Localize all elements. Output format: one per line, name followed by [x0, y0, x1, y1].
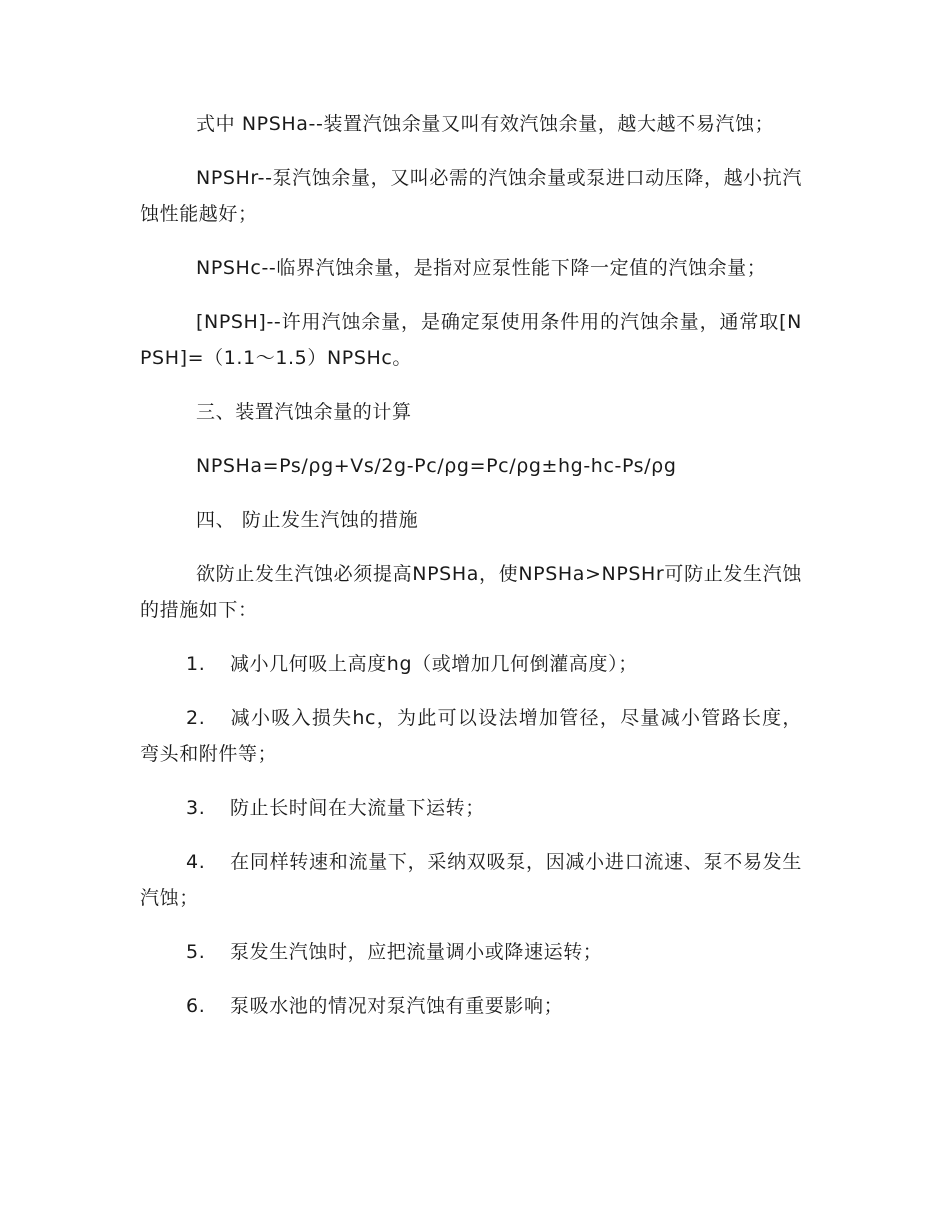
measure-text: 减小几何吸上高度hg（或增加几何倒灌高度）； [230, 653, 638, 675]
document-body [140, 106, 802, 1042]
prevention-intro: 欲防止发生汽蚀必须提高NPSHa，使NPSHa>NPSHr可防止发生汽蚀的措施如下： [140, 563, 802, 621]
measure-item-5 [140, 934, 802, 970]
measure-text: 防止长时间在大流量下运转； [230, 797, 485, 819]
npshc-definition: NPSHc--临界汽蚀余量，是指对应泵性能下降一定值的汽蚀余量； [196, 257, 767, 279]
measure-text: 在同样转速和流量下，采纳双吸泵，因减小进口流速、泵不易发生汽蚀； [140, 851, 802, 909]
section-heading-calculation: 三、装置汽蚀余量的计算 [196, 401, 412, 423]
measure-number: 5. [186, 941, 206, 963]
measure-number: 1. [186, 653, 206, 675]
measure-item-4 [140, 844, 802, 916]
measure-item-6 [140, 988, 802, 1024]
measure-text: 减小吸入损失hc，为此可以设法增加管径，尽量减小管路长度，弯头和附件等； [140, 707, 802, 765]
measure-number: 3. [186, 797, 206, 819]
measure-text: 泵发生汽蚀时，应把流量调小或降速运转； [230, 941, 603, 963]
measure-item-3 [140, 790, 802, 826]
measure-number: 2. [186, 707, 206, 729]
measure-text: 泵吸水池的情况对泵汽蚀有重要影响； [230, 995, 564, 1017]
allowable-npsh-definition: [NPSH]--许用汽蚀余量，是确定泵使用条件用的汽蚀余量，通常取[NPSH]=（1.1～1.5）NPSHc。 [140, 311, 802, 369]
measure-number: 4. [186, 851, 206, 873]
npshr-definition: NPSHr--泵汽蚀余量，又叫必需的汽蚀余量或泵进口动压降，越小抗汽蚀性能越好； [140, 167, 802, 225]
npsha-definition: 式中 NPSHa--装置汽蚀余量又叫有效汽蚀余量，越大越不易汽蚀； [196, 113, 775, 135]
measure-item-2 [140, 700, 802, 772]
section-heading-prevention: 四、 防止发生汽蚀的措施 [196, 509, 419, 531]
measure-number: 6. [186, 995, 206, 1017]
measure-item-1 [140, 646, 802, 682]
npsha-formula: NPSHa=Ps/ρg+Vs/2g-Pc/ρg=Pc/ρg±hg-hc-Ps/ρg [196, 455, 677, 477]
